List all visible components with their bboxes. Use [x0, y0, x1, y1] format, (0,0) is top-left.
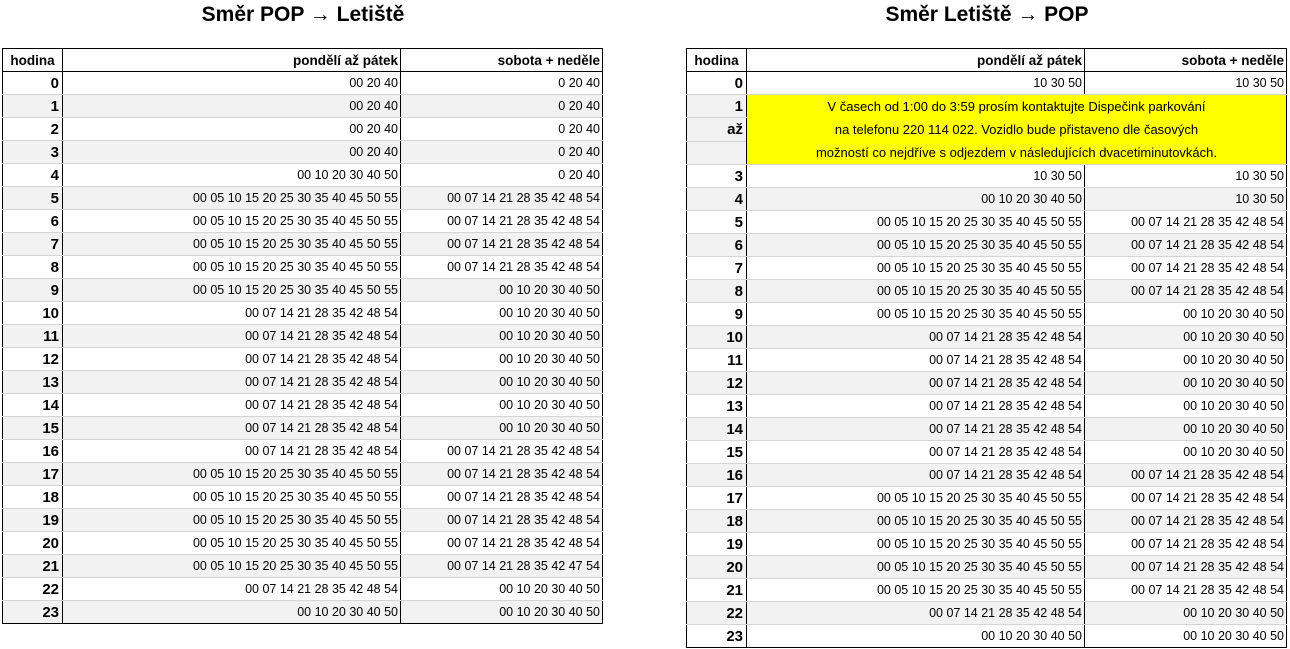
weekend-times-cell: 00 07 14 21 28 35 42 48 54	[1085, 579, 1287, 602]
table-row	[3, 187, 603, 210]
weekend-times-cell: 00 07 14 21 28 35 42 48 54	[1085, 280, 1287, 303]
weekday-times-cell: 00 10 20 30 40 50	[747, 188, 1085, 211]
weekday-times-cell: 00 07 14 21 28 35 42 48 54	[63, 417, 401, 440]
table-row	[3, 141, 603, 164]
weekend-times-cell: 10 30 50	[1085, 165, 1287, 188]
table-row	[687, 95, 1287, 118]
table-row	[3, 72, 603, 95]
hour-cell: 9	[3, 279, 63, 302]
weekend-times-cell: 00 10 20 30 40 50	[1085, 418, 1287, 441]
weekday-times-cell: 00 07 14 21 28 35 42 48 54	[747, 464, 1085, 487]
hour-cell: 14	[3, 394, 63, 417]
weekend-times-cell: 00 07 14 21 28 35 42 48 54	[401, 187, 603, 210]
weekend-times-cell: 00 10 20 30 40 50	[1085, 441, 1287, 464]
table-row	[3, 601, 603, 624]
weekend-times-cell: 00 10 20 30 40 50	[1085, 395, 1287, 418]
table-row	[3, 371, 603, 394]
weekday-times-cell: 00 07 14 21 28 35 42 48 54	[747, 349, 1085, 372]
weekend-times-cell: 00 07 14 21 28 35 42 48 54	[1085, 487, 1287, 510]
hour-cell: 6	[687, 234, 747, 257]
weekend-times-cell: 00 07 14 21 28 35 42 48 54	[401, 256, 603, 279]
notice-line: možností co nejdříve s odjezdem v následujících dvacetiminutovkách.	[815, 145, 1218, 160]
weekday-times-cell: 00 20 40	[63, 118, 401, 141]
table-row	[3, 164, 603, 187]
weekday-times-cell: 00 05 10 15 20 25 30 35 40 45 50 55	[63, 210, 401, 233]
weekend-times-cell: 00 10 20 30 40 50	[401, 578, 603, 601]
weekday-times-cell: 00 07 14 21 28 35 42 48 54	[63, 440, 401, 463]
weekday-times-cell: 10 30 50	[747, 72, 1085, 95]
weekend-times-cell: 10 30 50	[1085, 188, 1287, 211]
table-row	[687, 372, 1287, 395]
table-row	[687, 165, 1287, 188]
weekend-times-cell: 00 07 14 21 28 35 42 48 54	[401, 532, 603, 555]
hour-cell: 13	[687, 395, 747, 418]
weekday-times-cell: 00 05 10 15 20 25 30 35 40 45 50 55	[63, 256, 401, 279]
weekday-times-cell: 00 10 20 30 40 50	[747, 625, 1085, 648]
weekday-times-cell: 00 05 10 15 20 25 30 35 40 45 50 55	[63, 463, 401, 486]
table-row	[687, 326, 1287, 349]
table-row	[3, 509, 603, 532]
weekday-times-cell: 00 05 10 15 20 25 30 35 40 45 50 55	[747, 211, 1085, 234]
hour-cell: 9	[687, 303, 747, 326]
table-row	[3, 95, 603, 118]
notice-line: na telefonu 220 114 022. Vozidlo bude přistaveno dle časových	[834, 122, 1199, 137]
hour-cell: 5	[3, 187, 63, 210]
weekend-times-cell: 0 20 40	[401, 95, 603, 118]
table-row	[687, 510, 1287, 533]
hour-cell: 4	[3, 164, 63, 187]
hour-cell: 8	[3, 256, 63, 279]
hour-cell: 16	[687, 464, 747, 487]
table-row	[687, 257, 1287, 280]
weekday-times-cell: 10 30 50	[747, 165, 1085, 188]
table-row	[687, 579, 1287, 602]
weekday-times-cell: 00 05 10 15 20 25 30 35 40 45 50 55	[747, 280, 1085, 303]
hour-cell: 11	[687, 349, 747, 372]
hour-cell: 3	[687, 165, 747, 188]
table-row	[3, 210, 603, 233]
weekend-column-header: sobota + neděle	[401, 49, 603, 72]
timetable-table	[686, 48, 1287, 648]
weekend-times-cell: 00 10 20 30 40 50	[1085, 303, 1287, 326]
weekday-times-cell: 00 07 14 21 28 35 42 48 54	[63, 348, 401, 371]
table-row	[3, 325, 603, 348]
table-row	[687, 602, 1287, 625]
weekend-times-cell: 00 07 14 21 28 35 42 48 54	[401, 210, 603, 233]
table-row	[687, 395, 1287, 418]
table-row	[3, 555, 603, 578]
weekday-times-cell: 00 05 10 15 20 25 30 35 40 45 50 55	[747, 510, 1085, 533]
hour-cell: 22	[687, 602, 747, 625]
hour-cell: 7	[3, 233, 63, 256]
hour-cell: 10	[3, 302, 63, 325]
weekday-times-cell: 00 05 10 15 20 25 30 35 40 45 50 55	[747, 533, 1085, 556]
weekday-times-cell: 00 07 14 21 28 35 42 48 54	[63, 578, 401, 601]
hour-cell: 5	[687, 211, 747, 234]
table-row	[687, 464, 1287, 487]
weekday-column-header: pondělí až pátek	[747, 49, 1085, 72]
weekday-times-cell: 00 05 10 15 20 25 30 35 40 45 50 55	[63, 187, 401, 210]
weekend-times-cell: 00 10 20 30 40 50	[401, 325, 603, 348]
table-row	[3, 256, 603, 279]
hour-column-header: hodina	[3, 49, 63, 72]
weekday-times-cell: 00 05 10 15 20 25 30 35 40 45 50 55	[747, 234, 1085, 257]
hour-cell: 17	[687, 487, 747, 510]
hour-cell: 16	[3, 440, 63, 463]
table-row	[3, 486, 603, 509]
weekday-times-cell: 00 10 20 30 40 50	[63, 601, 401, 624]
weekday-times-cell: 00 05 10 15 20 25 30 35 40 45 50 55	[63, 555, 401, 578]
weekend-times-cell: 00 10 20 30 40 50	[401, 302, 603, 325]
weekday-times-cell: 00 05 10 15 20 25 30 35 40 45 50 55	[63, 509, 401, 532]
table-row	[687, 280, 1287, 303]
table-row	[687, 418, 1287, 441]
weekend-times-cell: 0 20 40	[401, 118, 603, 141]
hour-cell: 6	[3, 210, 63, 233]
hour-cell: 14	[687, 418, 747, 441]
weekend-times-cell: 0 20 40	[401, 141, 603, 164]
table-row	[3, 417, 603, 440]
hour-cell: 1	[3, 95, 63, 118]
weekend-column-header: sobota + neděle	[1085, 49, 1287, 72]
weekday-times-cell: 00 05 10 15 20 25 30 35 40 45 50 55	[63, 486, 401, 509]
hour-cell: 15	[3, 417, 63, 440]
weekend-times-cell: 00 07 14 21 28 35 42 48 54	[1085, 234, 1287, 257]
weekend-times-cell: 10 30 50	[1085, 72, 1287, 95]
table-row	[687, 487, 1287, 510]
weekend-times-cell: 00 07 14 21 28 35 42 48 54	[401, 440, 603, 463]
weekday-times-cell: 00 07 14 21 28 35 42 48 54	[747, 418, 1085, 441]
timetable-pop-to-airport	[2, 0, 604, 621]
table-row	[687, 625, 1287, 648]
table-row	[3, 578, 603, 601]
weekday-times-cell: 00 07 14 21 28 35 42 48 54	[63, 325, 401, 348]
hour-cell: 8	[687, 280, 747, 303]
hour-range-label: až	[687, 118, 747, 141]
weekday-times-cell: 00 05 10 15 20 25 30 35 40 45 50 55	[747, 487, 1085, 510]
weekend-times-cell: 00 10 20 30 40 50	[401, 371, 603, 394]
table-row	[687, 211, 1287, 234]
dispatch-notice	[747, 95, 1287, 165]
table-row	[3, 394, 603, 417]
weekday-times-cell: 00 07 14 21 28 35 42 48 54	[747, 441, 1085, 464]
table-row	[3, 118, 603, 141]
hour-cell: 3	[3, 141, 63, 164]
weekday-times-cell: 00 05 10 15 20 25 30 35 40 45 50 55	[63, 279, 401, 302]
table-header-row	[687, 49, 1287, 72]
table-row	[3, 532, 603, 555]
hour-cell: 21	[687, 579, 747, 602]
weekend-times-cell: 00 10 20 30 40 50	[1085, 602, 1287, 625]
weekend-times-cell: 00 10 20 30 40 50	[401, 394, 603, 417]
weekend-times-cell: 00 07 14 21 28 35 42 48 54	[401, 463, 603, 486]
hour-cell: 12	[3, 348, 63, 371]
table-row	[3, 302, 603, 325]
weekend-times-cell: 00 07 14 21 28 35 42 48 54	[1085, 510, 1287, 533]
weekday-times-cell: 00 20 40	[63, 95, 401, 118]
table-row	[687, 234, 1287, 257]
weekday-times-cell: 00 07 14 21 28 35 42 48 54	[63, 394, 401, 417]
table-row	[687, 303, 1287, 326]
hour-cell: 23	[3, 601, 63, 624]
table-row	[3, 348, 603, 371]
table-row	[687, 188, 1287, 211]
hour-cell: 22	[3, 578, 63, 601]
table-row	[3, 463, 603, 486]
weekend-times-cell: 0 20 40	[401, 164, 603, 187]
weekend-times-cell: 00 10 20 30 40 50	[401, 348, 603, 371]
weekday-times-cell: 00 20 40	[63, 141, 401, 164]
hour-cell: 1	[687, 95, 747, 118]
hour-column-header: hodina	[687, 49, 747, 72]
weekend-times-cell: 00 10 20 30 40 50	[1085, 625, 1287, 648]
weekend-times-cell: 00 07 14 21 28 35 42 48 54	[401, 486, 603, 509]
weekday-times-cell: 00 05 10 15 20 25 30 35 40 45 50 55	[747, 579, 1085, 602]
weekday-times-cell: 00 20 40	[63, 72, 401, 95]
weekday-column-header: pondělí až pátek	[63, 49, 401, 72]
weekday-times-cell: 00 05 10 15 20 25 30 35 40 45 50 55	[63, 233, 401, 256]
notice-line: V časech od 1:00 do 3:59 prosím kontaktujte Dispečink parkování	[827, 99, 1206, 114]
weekday-times-cell: 00 07 14 21 28 35 42 48 54	[747, 372, 1085, 395]
weekday-times-cell: 00 05 10 15 20 25 30 35 40 45 50 55	[747, 556, 1085, 579]
timetable-title: Směr POP → Letiště	[201, 3, 405, 26]
weekend-times-cell: 00 10 20 30 40 50	[1085, 326, 1287, 349]
hour-cell: 7	[687, 257, 747, 280]
hour-cell: 20	[687, 556, 747, 579]
table-row	[687, 533, 1287, 556]
weekend-times-cell: 00 07 14 21 28 35 42 47 54	[401, 555, 603, 578]
weekday-times-cell: 00 10 20 30 40 50	[63, 164, 401, 187]
timetable-body	[687, 49, 1287, 648]
weekend-times-cell: 00 10 20 30 40 50	[401, 279, 603, 302]
weekend-times-cell: 00 07 14 21 28 35 42 48 54	[401, 233, 603, 256]
weekday-times-cell: 00 07 14 21 28 35 42 48 54	[747, 326, 1085, 349]
hour-cell: 10	[687, 326, 747, 349]
hour-cell: 18	[687, 510, 747, 533]
timetable-body	[3, 49, 603, 624]
timetable-airport-to-pop	[686, 0, 1288, 645]
weekday-times-cell: 00 07 14 21 28 35 42 48 54	[63, 302, 401, 325]
hour-cell: 0	[687, 72, 747, 95]
weekend-times-cell: 00 07 14 21 28 35 42 48 54	[401, 509, 603, 532]
weekday-times-cell: 00 07 14 21 28 35 42 48 54	[747, 602, 1085, 625]
table-row	[687, 441, 1287, 464]
timetable-table	[2, 48, 603, 624]
hour-cell: 4	[687, 188, 747, 211]
weekday-times-cell: 00 07 14 21 28 35 42 48 54	[63, 371, 401, 394]
weekend-times-cell: 00 07 14 21 28 35 42 48 54	[1085, 556, 1287, 579]
weekend-times-cell: 00 10 20 30 40 50	[401, 417, 603, 440]
weekend-times-cell: 00 10 20 30 40 50	[1085, 372, 1287, 395]
table-row	[3, 440, 603, 463]
timetable-title: Směr Letiště → POP	[885, 3, 1089, 26]
weekend-times-cell: 00 07 14 21 28 35 42 48 54	[1085, 257, 1287, 280]
hour-cell: 12	[687, 372, 747, 395]
hour-cell: 23	[687, 625, 747, 648]
hour-cell: 13	[3, 371, 63, 394]
hour-cell	[687, 141, 747, 164]
hour-cell: 15	[687, 441, 747, 464]
weekend-times-cell: 00 10 20 30 40 50	[401, 601, 603, 624]
weekend-times-cell: 00 10 20 30 40 50	[1085, 349, 1287, 372]
table-row	[3, 233, 603, 256]
weekend-times-cell: 00 07 14 21 28 35 42 48 54	[1085, 464, 1287, 487]
table-header-row	[3, 49, 603, 72]
hour-cell: 19	[687, 533, 747, 556]
table-row	[687, 349, 1287, 372]
hour-cell: 20	[3, 532, 63, 555]
weekend-times-cell: 00 07 14 21 28 35 42 48 54	[1085, 211, 1287, 234]
hour-cell: 2	[3, 118, 63, 141]
hour-cell: 0	[3, 72, 63, 95]
weekday-times-cell: 00 07 14 21 28 35 42 48 54	[747, 395, 1085, 418]
weekend-times-cell: 0 20 40	[401, 72, 603, 95]
hour-cell: 18	[3, 486, 63, 509]
weekend-times-cell: 00 07 14 21 28 35 42 48 54	[1085, 533, 1287, 556]
table-row	[687, 72, 1287, 95]
weekday-times-cell: 00 05 10 15 20 25 30 35 40 45 50 55	[747, 303, 1085, 326]
weekday-times-cell: 00 05 10 15 20 25 30 35 40 45 50 55	[747, 257, 1085, 280]
table-row	[3, 279, 603, 302]
table-row	[687, 556, 1287, 579]
hour-cell: 21	[3, 555, 63, 578]
hour-cell: 11	[3, 325, 63, 348]
weekday-times-cell: 00 05 10 15 20 25 30 35 40 45 50 55	[63, 532, 401, 555]
hour-cell: 19	[3, 509, 63, 532]
hour-cell: 17	[3, 463, 63, 486]
